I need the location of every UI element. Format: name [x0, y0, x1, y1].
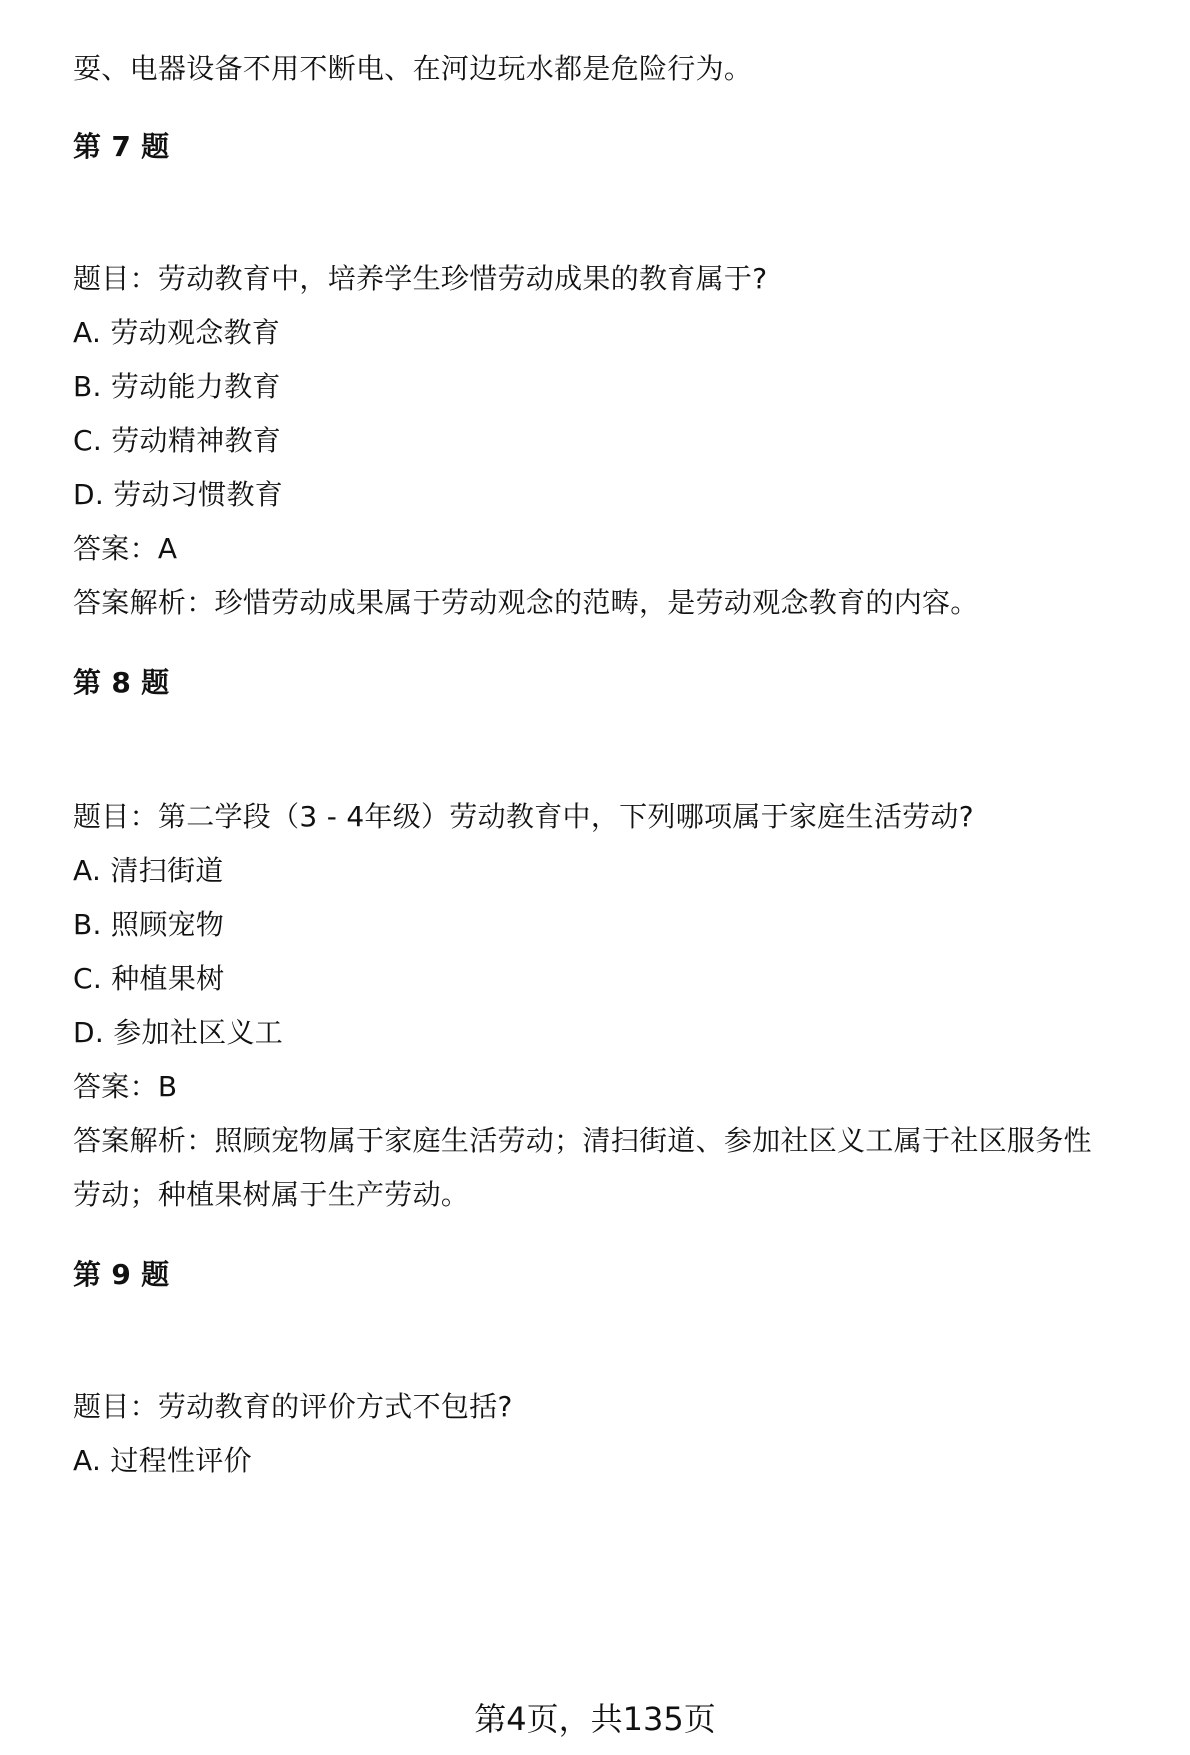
question-8-answer: 答案：B — [73, 1070, 178, 1103]
question-8-option-a: A. 清扫街道 — [73, 854, 224, 887]
question-9-option-a: A. 过程性评价 — [73, 1444, 252, 1477]
page-number-footer: 第4页，共135页 — [474, 1700, 716, 1738]
question-7-option-b: B. 劳动能力教育 — [73, 370, 281, 403]
question-7-answer: 答案：A — [73, 532, 178, 565]
question-8-text: 题目：第二学段（3 - 4年级）劳动教育中，下列哪项属于家庭生活劳动? — [73, 800, 974, 833]
question-7-option-d: D. 劳动习惯教育 — [73, 478, 284, 511]
question-7-option-a: A. 劳动观念教育 — [73, 316, 281, 349]
question-8-heading: 第 8 题 — [73, 666, 170, 699]
question-7-option-c: C. 劳动精神教育 — [73, 424, 282, 457]
question-8-option-d: D. 参加社区义工 — [73, 1016, 284, 1049]
question-9-heading: 第 9 题 — [73, 1258, 170, 1291]
continuation-text: 耍、电器设备不用不断电、在河边玩水都是危险行为。 — [73, 52, 753, 85]
question-9-text: 题目：劳动教育的评价方式不包括? — [73, 1390, 513, 1423]
question-7-text: 题目：劳动教育中，培养学生珍惜劳动成果的教育属于? — [73, 262, 768, 295]
question-7-heading: 第 7 题 — [73, 130, 170, 163]
question-8-option-b: B. 照顾宠物 — [73, 908, 225, 941]
question-8-explanation-line-2: 劳动；种植果树属于生产劳动。 — [73, 1178, 470, 1211]
question-8-option-c: C. 种植果树 — [73, 962, 225, 995]
question-7-explanation: 答案解析：珍惜劳动成果属于劳动观念的范畴，是劳动观念教育的内容。 — [73, 586, 979, 619]
question-8-explanation-line-1: 答案解析：照顾宠物属于家庭生活劳动；清扫街道、参加社区义工属于社区服务性 — [73, 1124, 1092, 1157]
